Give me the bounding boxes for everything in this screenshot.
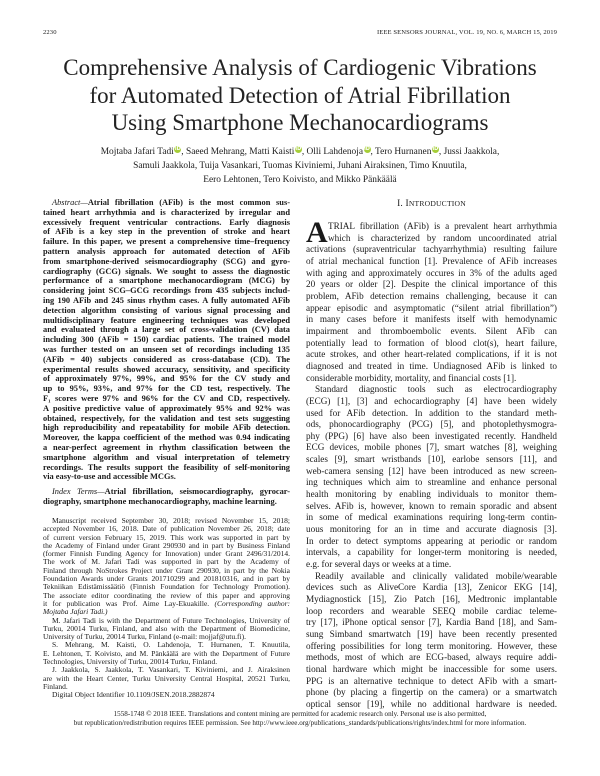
author-line bbox=[0, 174, 600, 188]
text-line: uous monitoring for an in time and accurate diagnosis [3]. bbox=[306, 524, 557, 535]
author-name: Saeed Mehrang bbox=[185, 147, 245, 157]
author-name: Olli Lahdenoja bbox=[306, 147, 363, 157]
text-line: acute strokes, and other heart-related complications, if it is not bbox=[306, 349, 557, 360]
text-line: J. Jaakkola, S. Jaakkola, T. Vasankari, T. Kiviniemi, and J. Airaksinen bbox=[52, 665, 290, 675]
author-separator: , bbox=[464, 160, 467, 171]
text-line: considering joint SCG–GCG recordings from 435 subjects includ- bbox=[43, 286, 290, 296]
text-line: considerable morbidity, mortality, and financial costs [1]. bbox=[306, 372, 517, 383]
text-line: pattern analysis approach for automated detection of AFib bbox=[43, 246, 290, 256]
text-line: health monitoring by enabling individuals to monitor them- bbox=[306, 489, 557, 500]
author-name: Juhani Airaksinen bbox=[337, 160, 405, 171]
text-line: ECG devices, mobile phones [7], smart watches [8], weighing bbox=[306, 442, 557, 453]
copyright-notice bbox=[0, 710, 600, 728]
text-line: F₁ scores were 97% and 96% for the CV and CD, respectively. bbox=[43, 393, 290, 403]
text-line: a near-perfect agreement in rhythm classification between the bbox=[43, 442, 290, 452]
author-line bbox=[0, 160, 600, 174]
text-line: up to 95%, 93%, and 97% for the CD test, respectively. The bbox=[43, 384, 290, 394]
text-line: used for AFib detection. In addition to the standard meth- bbox=[306, 407, 557, 418]
text-line: 20 years or older [2]. Despite the clinical importance of this bbox=[306, 279, 557, 290]
orcid-icon[interactable]: iD bbox=[432, 146, 439, 152]
page-number: 2230 bbox=[43, 29, 57, 36]
text-line: sung Simband smartwatch [19] have been recently presented bbox=[306, 628, 557, 639]
text-line: of approximately 97%, 99%, and 95% for the CV study and bbox=[43, 374, 290, 384]
text-line: excessively frequent ventricular contractions. Early diagnosis bbox=[43, 217, 290, 227]
text-line: including 300 (AFib = 150) cardiac patients. The trained model bbox=[43, 335, 290, 345]
text-line: smartphone algorithm and visual interpretation of telemetry bbox=[43, 452, 290, 462]
text-line: ing techniques which aim to streamline and enhance personal bbox=[306, 477, 557, 488]
text-line: detection algorithm consisting of various signal processing and bbox=[43, 305, 290, 315]
text-line: Mydiagnostick [15], Zio Patch [16], Medtronic implantable bbox=[306, 594, 557, 604]
text-line: The associate editor coordinating the review of this paper and approving bbox=[43, 590, 290, 600]
copyright-line: but republication/redistribution requires IEEE permission. See http://www.ieee.org/publications_standards/publications/rights/index.html for more information. bbox=[73, 719, 527, 727]
text-line: e.g. for several days or weeks at a time. bbox=[306, 559, 452, 570]
heading-text-smallcaps: NTRODUCTION bbox=[408, 199, 466, 208]
author-name: Timo Knuutila bbox=[409, 160, 465, 171]
author-separator: , bbox=[404, 160, 410, 171]
text-line: tained heart arrhythmia and is characterized by irregular and bbox=[43, 207, 290, 217]
author-separator: , bbox=[496, 147, 500, 157]
heading-text: I. I bbox=[397, 199, 409, 209]
text-line: M. Jafari Tadi is with the Department of Future Technologies, University of bbox=[52, 615, 290, 625]
text-line: diography, smartphone mechanocardiography, machine learning. bbox=[43, 497, 277, 506]
author-separator: , bbox=[370, 147, 376, 157]
author-name: Mojtaba Jafari Tadi bbox=[100, 147, 174, 157]
text-line: Finland. bbox=[43, 681, 68, 691]
author-separator: , and bbox=[314, 174, 336, 185]
text-line: in many cases before it manifests itself with hemodynamic bbox=[306, 314, 557, 325]
drop-cap: A bbox=[306, 216, 328, 249]
author-separator: , bbox=[258, 174, 264, 185]
title-line: Using Smartphone Mechanocardiograms bbox=[111, 110, 489, 135]
text-line: accepted November 16, 2018. Date of publication November 26, 2018; date bbox=[43, 524, 290, 534]
text-line: Turku, 20014 Turku, Finland, and also with the Department of Biomedicine, bbox=[43, 623, 290, 633]
text-line: of current version February 15, 2019. This work was supported in part by bbox=[43, 532, 290, 542]
author-list bbox=[0, 146, 600, 187]
text-line: in some of medical examinations requiring long-term contin- bbox=[306, 512, 557, 523]
text-line: from smartphone-derived seismocardiography (SCG) and gyro- bbox=[43, 256, 290, 266]
author-separator: , bbox=[181, 147, 186, 157]
text-line: methods, most of which are ECG-based, always require addi- bbox=[306, 652, 557, 663]
text-line: E. Lehtonen, T. Koivisto, and M. Pänkäälä are with the Department of Future bbox=[43, 648, 290, 658]
copyright-line: 1558-1748 © 2018 IEEE. Translations and content mining are permitted for academic research only. Personal use is also permitted, bbox=[113, 710, 487, 718]
text-line: tional hardware which might be inaccessible for some users. bbox=[306, 663, 557, 674]
author-separator: , bbox=[301, 147, 307, 157]
title-line: Comprehensive Analysis of Cardiogenic Vibrations bbox=[63, 55, 537, 80]
text-line: devices such as AliveCore Kardia [13], Zenicor EKG [14], bbox=[306, 582, 557, 593]
text-line: scales [9], smart wristbands [10], earlobe sensors [11], and bbox=[306, 454, 557, 465]
author-separator: , bbox=[194, 160, 200, 171]
text-line: A positive predictive value of approximately 95% and 92% was bbox=[43, 403, 290, 413]
text-line: high reproducibility and repeatability for mobile AFib detection. bbox=[43, 423, 290, 433]
text-line: (AFib = 40) subjects considered as cross-database (CD). The bbox=[43, 354, 290, 364]
text-line: of AFib is a key step in the prevention of stroke and heart bbox=[43, 227, 290, 237]
text-line: activations (supraventricular tachyarrhythmia) resulting failure bbox=[306, 244, 557, 255]
text-line: Manuscript received September 30, 2018; revised November 15, 2018; bbox=[52, 516, 290, 525]
author-name: Jussi Jaakkola bbox=[443, 147, 497, 157]
text-line bbox=[43, 198, 290, 208]
text-line: phone (by placing a fingertip on the camera) or a smartwatch bbox=[306, 687, 557, 698]
text-line: selves. AFib is, however, known to remain sporadic and absent bbox=[306, 500, 557, 511]
text-line: ods, phonocardiography (PCG) [5], and photoplethysmogra- bbox=[306, 419, 557, 430]
text-line: cardiography (GCG) signals. We sought to assess the diagnostic bbox=[43, 266, 290, 276]
text-line: The work of M. Jafari Tadi was supported in part by the Academy of bbox=[43, 557, 290, 567]
text-line: Moreover, the kappa coefficient of the method was 0.94 indicating bbox=[43, 433, 290, 443]
text-line: intervals, a capability for longer-term monitoring is needed, bbox=[306, 547, 557, 558]
author-separator: , bbox=[257, 160, 263, 171]
abstract bbox=[43, 198, 290, 482]
text-line: University of Turku, 20014 Turku, Finland (e-mail: mojjaf@utu.fi). bbox=[43, 632, 246, 642]
text-line: PPG is an alternative technique to detect AFib with a smart- bbox=[306, 675, 557, 686]
index-terms bbox=[43, 487, 290, 507]
text-line: via easy-to-use and accessible MCGs. bbox=[43, 472, 176, 482]
text-line: Standard diagnostic tools such as electrocardiography bbox=[315, 384, 557, 395]
author-line bbox=[0, 146, 600, 160]
journal-header: IEEE SENSORS JOURNAL, VOL. 19, NO. 6, MARCH 15, 2019 bbox=[376, 29, 557, 36]
paper-title bbox=[0, 54, 600, 137]
author-separator: , bbox=[332, 160, 338, 171]
text-line: Foundation Awards under Grants 201710299 and 201810316, and in part by bbox=[43, 574, 290, 584]
text-line: are with the Heart Center, Turku University Central Hospital, 20521 Turku, bbox=[43, 673, 290, 683]
author-name: Tero Koivisto bbox=[263, 174, 315, 185]
line-text: Atrial fibrillation (AFib) is the most common sus- bbox=[87, 198, 290, 207]
line-italic: Mojtaba Jafari Tadi.) bbox=[43, 607, 108, 617]
text-line: Technologies, University of Turku, 20014 Turku, Finland. bbox=[43, 657, 218, 667]
text-line: was further tested on an unseen set of recordings including 135 bbox=[43, 344, 290, 354]
text-line: optical sensor [19], while no additional hardware is needed. bbox=[306, 698, 557, 709]
author-name: Eero Lehtonen bbox=[203, 174, 259, 185]
author-name: Tuomas Kiviniemi bbox=[262, 160, 333, 171]
introduction-body bbox=[306, 216, 557, 711]
text-line: potentially lead to formation of blood clot(s), heart failure, bbox=[306, 337, 557, 348]
text-line: multidisciplinary feature engineering techniques was developed bbox=[43, 315, 290, 325]
text-line: Tekniikan Edistämissäätiö (Finnish Foundation for Technology Promotion). bbox=[43, 582, 290, 592]
text-line: and evaluated through a large set of cross-validation (CV) data bbox=[43, 325, 290, 335]
text-line: appear episodic and asymptomatic (“silent atrial fibrillation”) bbox=[306, 302, 557, 313]
text-line: experimental results showed accuracy, sensitivity, and specificity bbox=[43, 364, 290, 374]
text-line: which is characterized by random uncoordinated atrial bbox=[328, 232, 557, 243]
text-line: with aging and approximately occures in 3% of the adults aged bbox=[306, 267, 557, 278]
text-line: phy (PPG) [6] have also been investigated recently. Handheld bbox=[306, 430, 557, 441]
text-line: diagnosed and treated in time. Undiagnosed AFib is linked to bbox=[306, 360, 557, 371]
orcid-icon[interactable]: iD bbox=[364, 146, 370, 152]
text-line: try [17], iPhone optical sensor [7], Kardia Band [18], and Sam- bbox=[306, 617, 557, 628]
text-line: performance of a smartphone mechanocardiogram (MCG) by bbox=[43, 276, 290, 286]
author-separator: , bbox=[244, 147, 250, 157]
text-line: offering possibilities for long term monitoring. However, these bbox=[306, 640, 557, 651]
author-name: Samuli Jaakkola bbox=[133, 160, 195, 171]
author-name: Mikko Pänkäälä bbox=[335, 174, 397, 185]
text-line: Digital Object Identifier 10.1109/JSEN.2018.2882874 bbox=[52, 690, 215, 700]
line-lead-italic: Abstract— bbox=[52, 198, 88, 207]
text-line: recordings. The results support the feasibility of self-monitoring bbox=[43, 462, 290, 472]
text-line: loop recorders and wearable SEEQ mobile cardiac teleme- bbox=[306, 605, 557, 616]
line-text: it for publication was Prof. Aime Lay-Ekuakille. bbox=[43, 598, 215, 608]
footnote bbox=[43, 517, 290, 700]
text-line: problem, AFib detection remains challenging, because it can bbox=[306, 290, 557, 301]
text-line: In order to detect symptoms appearing at periodic or random bbox=[306, 535, 557, 546]
author-separator: , bbox=[438, 147, 444, 157]
text-line: ing 190 AFib and 245 sinus rhythm cases. A fully automated AFib bbox=[43, 295, 290, 305]
section-heading-introduction bbox=[306, 198, 557, 210]
author-name: Tero Hurnanen bbox=[375, 147, 432, 157]
text-line: of atrial mechanical function [1]. Prevalence of AFib increases bbox=[306, 255, 557, 266]
text-line: (former Finnish Funding Agency for Innovation) under Grant 2496/31/2014. bbox=[43, 549, 290, 559]
author-name: Tuija Vasankari bbox=[199, 160, 258, 171]
text-line: impairment and thromboembolic events. Silent AFib can bbox=[306, 325, 557, 336]
author-name: Matti Kaisti bbox=[249, 147, 295, 157]
text-line: failure. In this paper, we present a comprehensive time–frequency bbox=[43, 237, 290, 247]
text-line: (ECG) [1], [3] and echocardiography [4] have been widely bbox=[306, 395, 557, 406]
text-line: web-camera sensing [12] have been introduced as new screen- bbox=[306, 465, 557, 476]
line-italic: (Corresponding author: bbox=[214, 598, 290, 608]
text-line: obtained, respectively, for the validation and test sets suggesting bbox=[43, 413, 290, 423]
line-text: Atrial fibrillation, seismocardiography, gyrocar- bbox=[104, 487, 290, 496]
text-line: the Academy of Finland under Grant 290930 and in part by Business Finland bbox=[43, 540, 290, 550]
text-line bbox=[43, 487, 290, 497]
orcid-icon[interactable]: iD bbox=[295, 146, 302, 152]
text-line: S. Mehrang, M. Kaisti, O. Lahdenoja, T. Hurnanen, T. Knuutila, bbox=[52, 640, 290, 650]
text-line: TRIAL fibrillation (AFib) is a prevalent heart arrhythmia bbox=[328, 221, 557, 231]
orcid-icon[interactable]: iD bbox=[174, 146, 181, 152]
text-line: Finland through NoStrokes Project under Grant 290930, in part by the Nokia bbox=[43, 565, 290, 575]
title-line: for Automated Detection of Atrial Fibrillation bbox=[89, 82, 511, 108]
line-lead-italic: Index Terms— bbox=[52, 487, 105, 496]
text-line: Readily available and clinically validated mobile/wearable bbox=[315, 570, 557, 581]
